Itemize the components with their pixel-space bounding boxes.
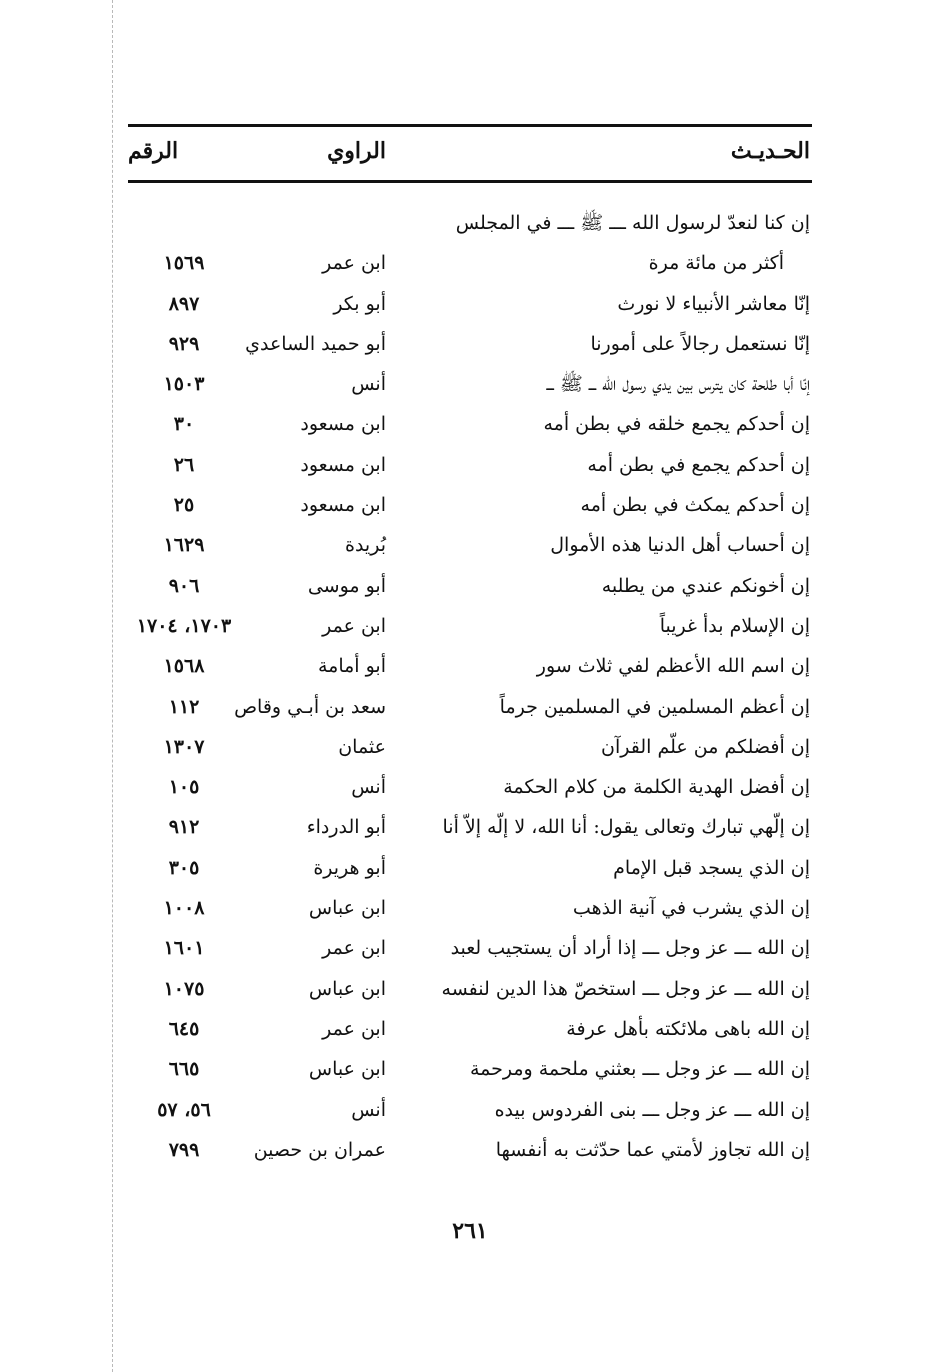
table-row <box>128 1131 812 1171</box>
hadith-number: ١٧٠٣، ١٧٠٤ <box>136 614 232 637</box>
hadith-text: إنّا أبا طلحة كان يترس بين يدي رسول الله ـــ ﷺ ـــ <box>546 373 810 396</box>
hadith-table <box>128 204 812 1171</box>
header-narrator: الراوي <box>327 138 386 164</box>
hadith-text: إن اسم الله الأعظم لفي ثلاث سور <box>536 655 810 678</box>
table-row <box>128 688 812 728</box>
hadith-number: ٨٩٧ <box>168 292 200 315</box>
hadith-text: إن أحدكم يجمع في بطن أمه <box>587 453 810 476</box>
hadith-number: ١٠٧٥ <box>163 977 205 1000</box>
table-row <box>128 647 812 687</box>
narrator-name: ابن مسعود <box>300 494 386 517</box>
narrator-name: أبو الدرداء <box>306 816 386 839</box>
header-rule <box>128 180 812 183</box>
hadith-number: ٩٢٩ <box>168 332 200 355</box>
hadith-text: إن الله ـــ عز وجل ـــ بعثني ملحمة ومرحمة <box>469 1058 810 1081</box>
hadith-number: ٧٩٩ <box>168 1138 200 1161</box>
hadith-text: إن كنا لنعدّ لرسول الله ـــ ﷺ ـــ في المجلس <box>455 212 810 234</box>
hadith-text: إن أحدكم يجمع خلقه في بطن أمه <box>543 413 810 436</box>
narrator-name: ابن عباس <box>308 977 386 1000</box>
hadith-text: أكثر من مائة مرة <box>648 252 784 275</box>
hadith-number: ٢٦ <box>173 453 195 476</box>
hadith-number: ٦٤٥ <box>168 1017 200 1040</box>
table-row <box>128 889 812 929</box>
hadith-text: إن الله ـــ عز وجل ـــ استخصّ هذا الدين لنفسه <box>441 977 810 1000</box>
hadith-text: إن الله باهى ملائكته بأهل عرفة <box>566 1017 810 1040</box>
narrator-name: ابن عمر <box>322 1017 386 1040</box>
table-row <box>128 929 812 969</box>
hadith-text: إنّا نستعمل رجالاً على أمورنا <box>590 332 810 355</box>
table-row <box>128 285 812 325</box>
hadith-text: إن الله ـــ عز وجل ـــ إذا أراد أن يستجيب لعبد <box>450 937 810 960</box>
narrator-name: أبو موسى <box>307 574 386 597</box>
narrator-name: ابن عباس <box>308 897 386 920</box>
table-row <box>128 446 812 486</box>
hadith-number: ٢٥ <box>173 494 195 517</box>
hadith-number: ١٣٠٧ <box>163 735 205 758</box>
narrator-name: ابن عمر <box>322 937 386 960</box>
hadith-number: ٣٠ <box>173 413 195 436</box>
hadith-text: إن إلّهي تبارك وتعالى يقول: أنا الله، لا إلّه إلاّ أنا <box>442 816 810 839</box>
hadith-text: إن الله تجاوز لأمتي عما حدّثت به أنفسها <box>495 1138 810 1161</box>
table-row <box>128 1091 812 1131</box>
hadith-number: ٥٦، ٥٧ <box>157 1098 211 1121</box>
table-row <box>128 244 812 284</box>
narrator-name: ابن مسعود <box>300 413 386 436</box>
hadith-text: إن الذي يسجد قبل الإمام <box>613 856 810 879</box>
header-hadith: الحـديـث <box>730 138 810 164</box>
hadith-text: إن أحدكم يمكث في بطن أمه <box>580 494 810 517</box>
hadith-number: ١١٢ <box>168 695 200 718</box>
table-row <box>128 607 812 647</box>
hadith-number: ٣٠٥ <box>168 856 200 879</box>
hadith-number: ١٠٠٨ <box>163 897 205 920</box>
narrator-name: أبو حميد الساعدي <box>245 332 386 355</box>
table-row <box>128 1050 812 1090</box>
narrator-name: أبو هريرة <box>313 856 386 879</box>
table-row <box>128 970 812 1010</box>
table-row <box>128 365 812 405</box>
narrator-name: ابن مسعود <box>300 453 386 476</box>
table-row <box>128 1010 812 1050</box>
narrator-name: ابن عمر <box>322 614 386 637</box>
top-rule <box>128 124 812 127</box>
hadith-number: ١٥٦٨ <box>163 655 205 678</box>
hadith-text: إن أفضلكم من علّم القرآن <box>601 735 810 758</box>
narrator-name: ابن عمر <box>322 252 386 275</box>
hadith-number: ١٦٠١ <box>163 937 205 960</box>
hadith-number: ٩١٢ <box>168 816 200 839</box>
hadith-text: إن أفضل الهدية الكلمة من كلام الحكمة <box>503 776 810 799</box>
table-row <box>128 405 812 445</box>
hadith-number: ٦٦٥ <box>168 1058 200 1081</box>
table-row <box>128 808 812 848</box>
narrator-name: عثمان <box>338 735 386 758</box>
narrator-name: أبو أمامة <box>317 655 386 678</box>
hadith-number: ١٥٠٣ <box>163 373 205 396</box>
page-number: ٢٦١ <box>452 1218 488 1244</box>
hadith-text: إن أحساب أهل الدنيا هذه الأموال <box>550 534 810 557</box>
hadith-number: ١٥٦٩ <box>163 252 205 275</box>
table-header <box>128 134 812 174</box>
table-row <box>128 728 812 768</box>
table-row <box>128 486 812 526</box>
narrator-name: سعد بن أبـي وقاص <box>234 695 386 718</box>
narrator-name: أنس <box>351 776 386 799</box>
narrator-name: بُريدة <box>345 534 386 557</box>
narrator-name: ابن عباس <box>308 1058 386 1081</box>
margin-guide-line <box>112 0 113 1372</box>
index-page <box>128 124 812 1244</box>
hadith-text: إن الإسلام بدأ غريباً <box>659 614 810 637</box>
narrator-name: أبو بكر <box>333 292 386 315</box>
hadith-text: إن الذي يشرب في آنية الذهب <box>572 897 810 920</box>
table-row <box>128 325 812 365</box>
narrator-name: عمران بن حصين <box>253 1138 386 1161</box>
header-number: الرقم <box>128 138 179 164</box>
hadith-number: ١٠٥ <box>168 776 200 799</box>
hadith-text: إنّا معاشر الأنبياء لا نورث <box>617 292 810 315</box>
hadith-text: إن أعظم المسلمين في المسلمين جرماً <box>499 695 810 718</box>
table-row <box>128 849 812 889</box>
hadith-text: إن أخونكم عندي من يطلبه <box>601 574 810 597</box>
table-row <box>128 526 812 566</box>
table-row <box>128 768 812 808</box>
hadith-text: إن الله ـــ عز وجل ـــ بنى الفردوس بيده <box>494 1098 810 1121</box>
hadith-number: ٩٠٦ <box>168 574 200 597</box>
hadith-number: ١٦٢٩ <box>163 534 205 557</box>
table-row <box>128 204 812 244</box>
narrator-name: أنس <box>351 1098 386 1121</box>
table-row <box>128 567 812 607</box>
narrator-name: أنس <box>351 373 386 396</box>
